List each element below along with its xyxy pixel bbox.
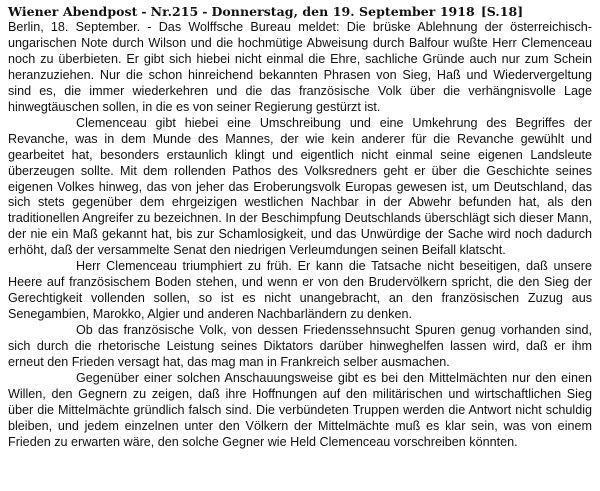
- paragraph: Berlin, 18. September. - Das Wolffsche Bureau meldet: Die brüske Ablehnung der österreichisch-ungarischen Note durch Wilson und die hochmütige Abweisung durch Balfour wußte Herr Clemenceau noch zu überbieten. Er gibt sich hiebei nicht einmal die Ehre, sachliche Gründe auch nur zum Schein heranzuziehen. Nur die schon hinreichend bekannten Phrasen von Sieg, Haß und Wiedervergeltung sind es, die immer wiederkehren und die das französische Volk über die verhängnisvolle Lage hinwegtäuschen sollen, in die es von seiner Regierung gestürzt ist.: [8, 20, 592, 114]
- page-number: [S.18]: [480, 4, 524, 19]
- paragraph: Ob das französische Volk, von dessen Friedenssehnsucht Spuren genug vorhanden sind, sich durch die rhetorische Leistung seines Diktators darüber hinweghelfen lassen wird, daß er ihm erneut den Frieden versagt hat, das mag man in Frankreich selber ausmachen.: [8, 323, 592, 370]
- paragraph: Herr Clemenceau triumphiert zu früh. Er kann die Tatsache nicht beseitigen, daß unsere Heere auf französischem Boden stehen, und wenn er von den Brudervölkern spricht, die den Sieg der Gerechtigkeit vollenden sollen, so ist es nicht unangebracht, an den französischen Zuzug aus Senegambien, Marokko, Algier und anderen Nachbarländern zu denken.: [8, 259, 592, 322]
- newspaper-title: Wiener Abendpost: [8, 4, 138, 19]
- issue-number: Nr.215: [150, 4, 199, 19]
- paragraph: Gegenüber einer solchen Anschauungsweise gibt es bei den Mittelmächten nur den einen Willen, den Gegnern zu zeigen, daß ihre Hoffnungen auf den militärischen und wirtschaftlichen Sieg über die Mittelmächte gründlich falsch sind. Die verbündeten Truppen werden die Antwort nicht schuldig bleiben, und jedem einzelnen unter den Völkern der Mittelmächte muß es klar sein, was von einem Frieden zu erwarten wäre, den solche Gegner wie Held Clemenceau vorschreiben könnten.: [8, 370, 592, 449]
- masthead: [8, 4, 592, 20]
- issue-date: Donnerstag, den 19. September 1918: [211, 4, 475, 19]
- masthead-separator: -: [202, 4, 208, 19]
- masthead-separator: -: [141, 4, 147, 19]
- article-body: [8, 20, 592, 451]
- paragraph: Clemenceau gibt hiebei eine Umschreibung und eine Umkehrung des Begriffes der Revanche, was in dem Munde des Mannes, der wie kein anderer für die Revanche gewühlt und gearbeitet hat, besonders erstaunlich klingt und eigentlich nicht einmal seine eigenen Landsleute überzeugen sollte. Mit dem rollenden Pathos des Volksredners geht er über die Geschichte seines eigenen Volkes hinweg, das von jeher das Eroberungsvolk Europas gewesen ist, um Deutschland, das sich stets gegenüber dem ehrgeizigen westlichen Nachbar in der Abwehr befunden hat, als den traditionellen Angreifer zu bezeichnen. In der Beschimpfung Deutschlands überschlägt sich dieser Mann, der nie ein Maß gekannt hat, bis zur Schamlosigkeit, und das Unwürdige der Sache wird noch dadurch erhöht, daß der versammelte Senat den niedrigen Verleumdungen seinen Beifall klatscht.: [8, 115, 592, 258]
